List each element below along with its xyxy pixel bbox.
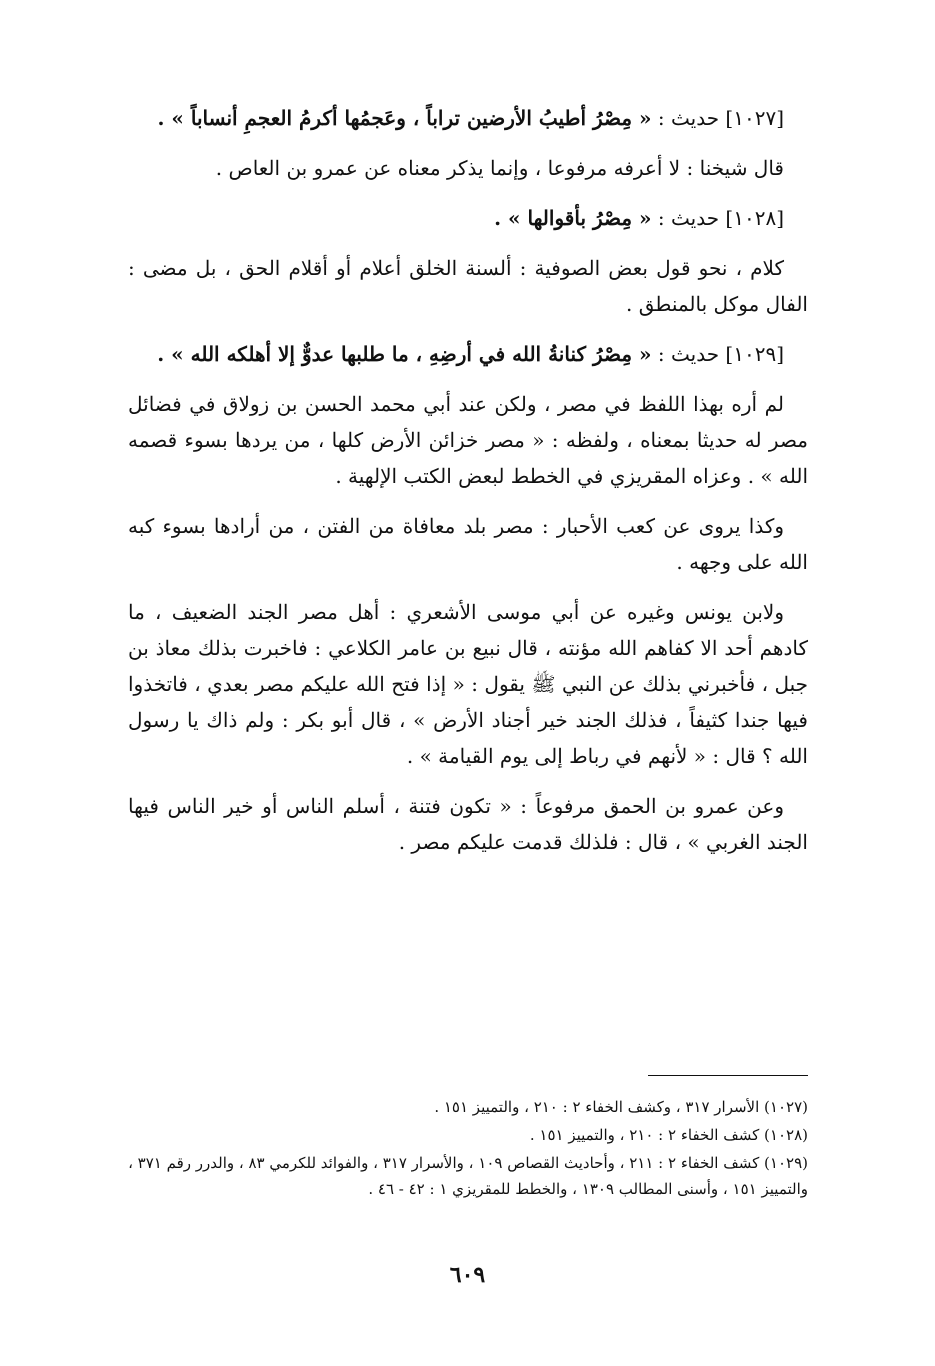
entry-1029-label: [١٠٢٩] حديث : [657,342,784,366]
entry-1029-hadith: « مِصْرُ كنانةُ الله في أرضِهِ ، ما طلبها عدوٌّ إلا أهلكه الله » . [157,342,652,366]
footnotes [128,1094,808,1204]
entry-1027-hadith: « مِصْرُ أطيبُ الأرضين تراباً ، وعَجمُها أكرمُ العجمِ أنساباً » . [157,106,652,130]
entry-1029-paragraph-3: ولابن يونس وغيره عن أبي موسى الأشعري : أهل مصر الجند الضعيف ، ما كادهم أحد الا كفاهم الله مؤنته ، قال نبيع بن عامر الكلاعي : فاخبرت بذلك معاذ بن جبل ، فأخبرني بذلك عن النبي ﷺ يقول : « إذا فتح الله عليكم مصر بعدي ، فاتخذوا فيها جندا كثيفاً ، فذلك الجند خير أجناد الأرض » ، قال أبو بكر : ولم ذاك يا رسول الله ؟ قال : « لأنهم في رباط إلى يوم القيامة » . [128,600,808,768]
footnote-divider [648,1075,808,1076]
entry-1029-paragraph-2: وكذا يروى عن كعب الأحبار : مصر بلد معافاة من الفتن ، من أرادها بسوء كبه الله على وجهه . [128,514,808,574]
entry-1029-paragraph-1: لم أره بهذا اللفظ في مصر ، ولكن عند أبي محمد الحسن بن زولاق في فضائل مصر له حديثا بمعناه ، ولفظه : « مصر خزائن الأرض كلها ، من يردها بسوء قصمه الله » . وعزاه المقريزي في الخطط لبعض الكتب الإلهية . [128,392,808,488]
entry-1028 [128,200,808,236]
entry-1029 [128,336,808,372]
footnote-1029: (١٠٢٩) كشف الخفاء ٢ : ٢١١ ، وأحاديث القصاص ١٠٩ ، والأسرار ٣١٧ ، والفوائد للكرمي ٨٣ ، والدرر رقم ٣٧١ ، والتمييز ١٥١ ، وأسنى المطالب ١٣٠٩ ، والخطط للمقريزي ١ : ٤٢ - ٤٦ . [128,1154,808,1198]
entry-1028-comment: كلام ، نحو قول بعض الصوفية : ألسنة الخلق أعلام أو أقلام الحق ، بل مضى : الفال موكل بالمنطق . [128,256,808,316]
page-body [128,100,808,874]
entry-1027-comment: قال شيخنا : لا أعرفه مرفوعا ، وإنما يذكر معناه عن عمرو بن العاص . [215,156,784,180]
entry-1027-label: [١٠٢٧] حديث : [657,106,784,130]
footnote-1028: (١٠٢٨) كشف الخفاء ٢ : ٢١٠ ، والتمييز ١٥١ . [529,1126,808,1144]
entry-1028-hadith: « مِصْرُ بأقوالها » . [494,206,652,230]
page-number: ٦٠٩ [449,1262,486,1288]
entry-1029-paragraph-4: وعن عمرو بن الحمق مرفوعاً : « تكون فتنة ، أسلم الناس أو خير الناس فيها الجند الغربي » ، قال : فلذلك قدمت عليكم مصر . [128,794,808,854]
footnote-1027: (١٠٢٧) الأسرار ٣١٧ ، وكشف الخفاء ٢ : ٢١٠ ، والتمييز ١٥١ . [434,1098,808,1116]
entry-1028-label: [١٠٢٨] حديث : [657,206,784,230]
entry-1027 [128,100,808,136]
